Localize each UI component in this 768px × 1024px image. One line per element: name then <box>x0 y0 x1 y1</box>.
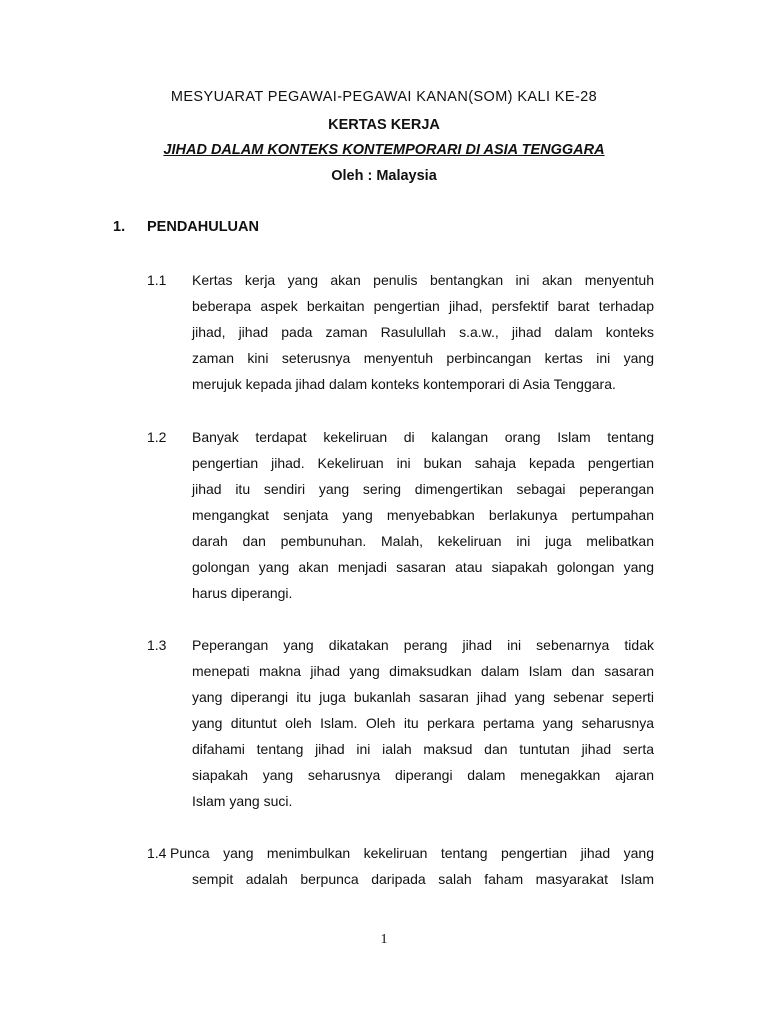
paper-type: KERTAS KERJA <box>328 117 440 133</box>
paragraph-line: difahami tentang jihad ini ialah maksud dan tuntutan jihad serta <box>192 741 654 757</box>
section-number: 1. <box>113 219 126 235</box>
paragraph-line: menepati makna jihad yang dimaksudkan dalam Islam dan sasaran <box>192 663 654 679</box>
paragraph-line: mengangkat senjata yang menyebabkan berlakunya pertumpahan <box>192 507 654 523</box>
paragraph-line: Banyak terdapat kekeliruan di kalangan orang Islam tentang <box>192 429 654 445</box>
paragraph-line: yang diperangi itu juga bukanlah sasaran jihad yang sebenar seperti <box>192 689 654 705</box>
paragraph-line: merujuk kepada jihad dalam konteks kontemporari di Asia Tenggara. <box>192 376 616 392</box>
meeting-title: MESYUARAT PEGAWAI-PEGAWAI KANAN(SOM) KALI KE-28 <box>170 89 598 105</box>
paragraph-line: siapakah yang seharusnya diperangi dalam menegakkan ajaran <box>192 767 654 783</box>
section-title: PENDAHULUAN <box>147 219 259 235</box>
paragraph-1-2 <box>192 424 654 606</box>
paragraph-line: jihad itu sendiri yang sering dimengertikan sebagai peperangan <box>192 481 654 497</box>
paragraph-number: 1.1 <box>147 272 167 288</box>
paper-title: JIHAD DALAM KONTEKS KONTEMPORARI DI ASIA TENGGARA <box>163 142 605 158</box>
paragraph-line: Kertas kerja yang akan penulis bentangkan ini akan menyentuh <box>192 272 654 288</box>
paragraph-line: sempit adalah berpunca daripada salah faham masyarakat Islam <box>192 871 654 887</box>
paragraph-1-4 <box>170 840 654 892</box>
paragraph-line: harus diperangi. <box>192 585 293 601</box>
paragraph-1-3 <box>192 632 654 814</box>
paragraph-line: zaman kini seterusnya menyentuh perbincangan kertas ini yang <box>192 350 654 366</box>
paragraph-1-1 <box>192 267 654 397</box>
page-number: 1 <box>380 932 388 947</box>
paragraph-number: 1.2 <box>147 429 167 445</box>
paragraph-line: yang dituntut oleh Islam. Oleh itu perkara pertama yang seharusnya <box>192 715 654 731</box>
paragraph-number: 1.4 <box>147 845 167 861</box>
paragraph-line: darah dan pembunuhan. Malah, kekeliruan ini juga melibatkan <box>192 533 654 549</box>
paragraph-line: pengertian jihad. Kekeliruan ini bukan sahaja kepada pengertian <box>192 455 654 471</box>
paragraph-line: Punca yang menimbulkan kekeliruan tentang pengertian jihad yang <box>170 845 654 861</box>
paragraph-line: jihad, jihad pada zaman Rasulullah s.a.w., jihad dalam konteks <box>192 324 654 340</box>
paragraph-line: Peperangan yang dikatakan perang jihad ini sebenarnya tidak <box>192 637 654 653</box>
paragraph-line: beberapa aspek berkaitan pengertian jihad, persfektif barat terhadap <box>192 298 654 314</box>
paper-author: Oleh : Malaysia <box>331 168 437 184</box>
paragraph-number: 1.3 <box>147 637 167 653</box>
paragraph-line: golongan yang akan menjadi sasaran atau siapakah golongan yang <box>192 559 654 575</box>
paragraph-line: Islam yang suci. <box>192 793 293 809</box>
